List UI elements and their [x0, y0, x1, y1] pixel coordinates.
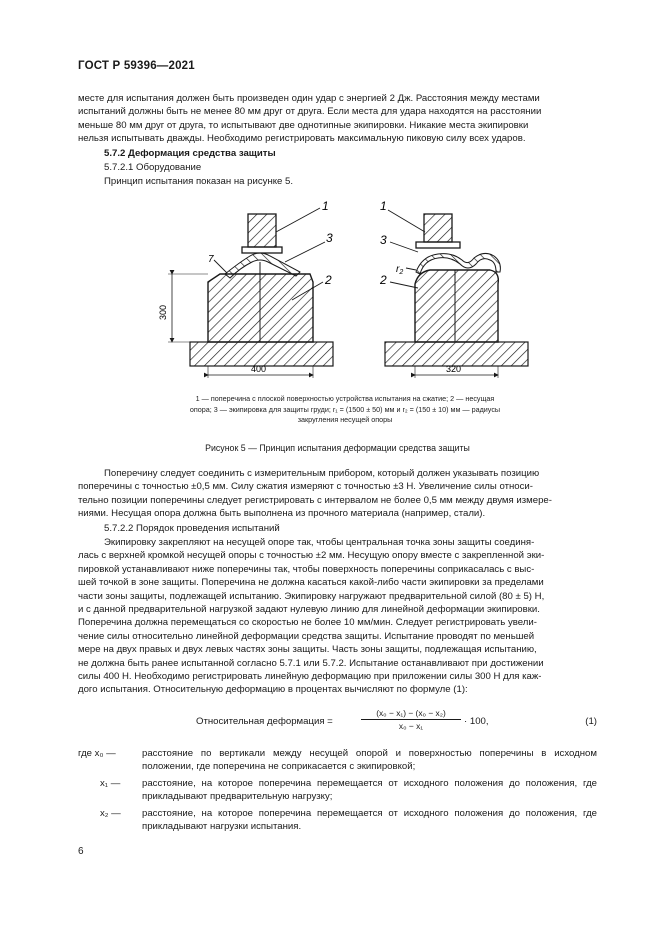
- crossbar-rod-left: [248, 214, 276, 247]
- left-view: [158, 199, 333, 378]
- text-line: ниями. Несущая опора должна быть выполнена из прочного материала (например, стали).: [78, 508, 486, 520]
- text-line: силы 400 Н. Необходимо регистрировать линейную деформацию при приложении силы 300 Н для каж-: [78, 671, 542, 683]
- text-line: шей точкой в зоне защиты. Поперечина не должна касаться какой-либо части экипировки за пределами: [78, 577, 544, 589]
- definition-symbol: где x₀ —: [78, 748, 116, 759]
- formula-denominator: x₀ − x₁: [398, 721, 424, 731]
- text-line: месте для испытания должен быть произведен один удар с энергией 2 Дж. Расстояния между местами: [78, 93, 540, 104]
- label-1-right: 1: [380, 199, 387, 213]
- text-line: Экипировку закрепляют на несущей опоре так, чтобы центральная точка зоны защиты соединя-: [104, 537, 535, 548]
- intro-paragraph: [78, 92, 597, 146]
- formula-number: (1): [585, 716, 597, 727]
- page-number: 6: [78, 846, 84, 857]
- text-line: чение силы относительно линейной деформации средства защиты. Испытание проводят по меньшей: [78, 630, 535, 642]
- dimension-300: 300: [158, 304, 168, 320]
- text-line: испытаний должны быть не менее 80 мм друг от друга. Если места для удара находятся на расстоянии: [78, 106, 542, 118]
- definition-x0: [78, 747, 597, 774]
- figure-caption: Рисунок 5 — Принцип испытания деформации средства защиты: [205, 443, 470, 453]
- text-line: нельзя испытывать дважды. Необходимо регистрировать максимальную пиковую силу всех ударов.: [78, 133, 526, 145]
- text-line: дого испытания. Относительную деформацию в процентах вычисляют по формуле (1):: [78, 684, 468, 696]
- text-line: меньше 80 мм друг от друга, то испытывают две однотипные экипировки. Никакие места экипировки: [78, 119, 529, 131]
- text-line: не должна быть ранее испытанной согласно 5.7.1 или 5.7.2. Испытание останавливают при достижении: [78, 657, 544, 669]
- text-line: Поперечина должна перемещаться со скоростью не более 10 мм/мин. Следует регистрировать увели-: [78, 617, 537, 629]
- legend-line: закругления несущей опоры: [297, 415, 393, 424]
- figure-5-diagram: [150, 192, 540, 382]
- definition-text: расстояние, на которое поперечина перемещается от исходного положения до положения, где прикладывают предварительную нагрузку;: [142, 777, 597, 803]
- formula-fraction: [361, 708, 461, 731]
- formula-numerator: (x₀ − x₁) − (x₀ − x₂): [361, 708, 461, 720]
- document-header: ГОСТ Р 59396—2021: [78, 60, 195, 72]
- text-line: Поперечину следует соединить с измерительным прибором, который должен указывать позицию: [104, 468, 540, 479]
- legend-line: 1 — поперечина с плоской поверхностью устройства испытания на сжатие; 2 — несущая: [195, 394, 495, 403]
- paragraph-measurement: [78, 467, 597, 521]
- base-plate-left: [190, 342, 333, 366]
- text-line: и с данной предварительной нагрузкой задают нулевую линию для линейной деформации экипировки.: [78, 604, 540, 616]
- label-r-right: $r_2$: [396, 264, 404, 276]
- text-line: мере на двух правых и двух левых частях зоны защиты. Часть зоны защиты, подлежащая испытанию,: [78, 644, 537, 656]
- label-3-left: 3: [326, 231, 333, 245]
- formula-lhs: Относительная деформация =: [196, 716, 333, 727]
- label-2-right: 2: [380, 273, 387, 287]
- definition-x2: [78, 807, 597, 834]
- crossbar-rod-right: [424, 214, 452, 242]
- legend-line: опора; 3 — экипировка для защиты груди; r₁ = (1500 ± 50) мм и r₂ = (150 ± 10) мм — радиусы: [189, 404, 501, 414]
- support-block-right: [415, 270, 498, 342]
- label-7-left: 7: [208, 254, 214, 265]
- right-view: [379, 199, 528, 378]
- formula-definitions: [78, 747, 597, 836]
- text-line: тельно позиции поперечины следует регистрировать с интервалом не более 0,5 мм между двумя измере-: [78, 494, 552, 506]
- crossbar-plate-right: [416, 242, 460, 248]
- label-3-right: 3: [380, 233, 387, 247]
- definition-x1: [78, 777, 597, 804]
- principle-line: Принцип испытания показан на рисунке 5.: [104, 176, 294, 187]
- formula-multiplier: · 100,: [464, 716, 489, 727]
- figure-legend: [145, 394, 545, 426]
- formula-1: [78, 706, 597, 740]
- base-plate-right: [385, 342, 528, 366]
- dimension-320: 320: [446, 364, 462, 374]
- definition-symbol: x₂ —: [100, 807, 121, 819]
- definition-symbol: x₁ —: [100, 777, 121, 789]
- label-2-left: 2: [325, 273, 332, 287]
- text-line: части зоны защиты, подлежащей испытанию. Экипировку нагружают предварительной силой (80 ± 5) Н,: [78, 590, 545, 602]
- text-line: пировкой устанавливают ниже поперечины так, чтобы поверхность поперечины соприкасалась с выс-: [78, 563, 535, 575]
- text-line: лась с верхней кромкой несущей опоры с точностью ±2 мм. Несущую опору вместе с закрепленной эки-: [78, 550, 545, 562]
- label-1-left: 1: [322, 199, 329, 213]
- crossbar-plate-left: [242, 247, 282, 253]
- subsection-heading-procedure: 5.7.2.2 Порядок проведения испытаний: [104, 523, 280, 534]
- paragraph-procedure: [78, 536, 597, 697]
- section-heading: 5.7.2 Деформация средства защиты: [104, 148, 276, 159]
- subsection-heading-equipment: 5.7.2.1 Оборудование: [104, 162, 202, 173]
- dimension-400: 400: [251, 364, 267, 374]
- definition-text: расстояние по вертикали между несущей опорой и поверхностью поперечины в исходном положении, где поперечина не соприкасается с экипировкой;: [142, 748, 597, 773]
- definition-text: расстояние, на которое поперечина перемещается от исходного положения до положения, где прикладывают нагрузки испытания.: [142, 807, 597, 833]
- text-line: поперечины с точностью ±0,5 мм. Силу сжатия измеряют с точностью ±3 Н. Увеличение силы относи-: [78, 481, 533, 493]
